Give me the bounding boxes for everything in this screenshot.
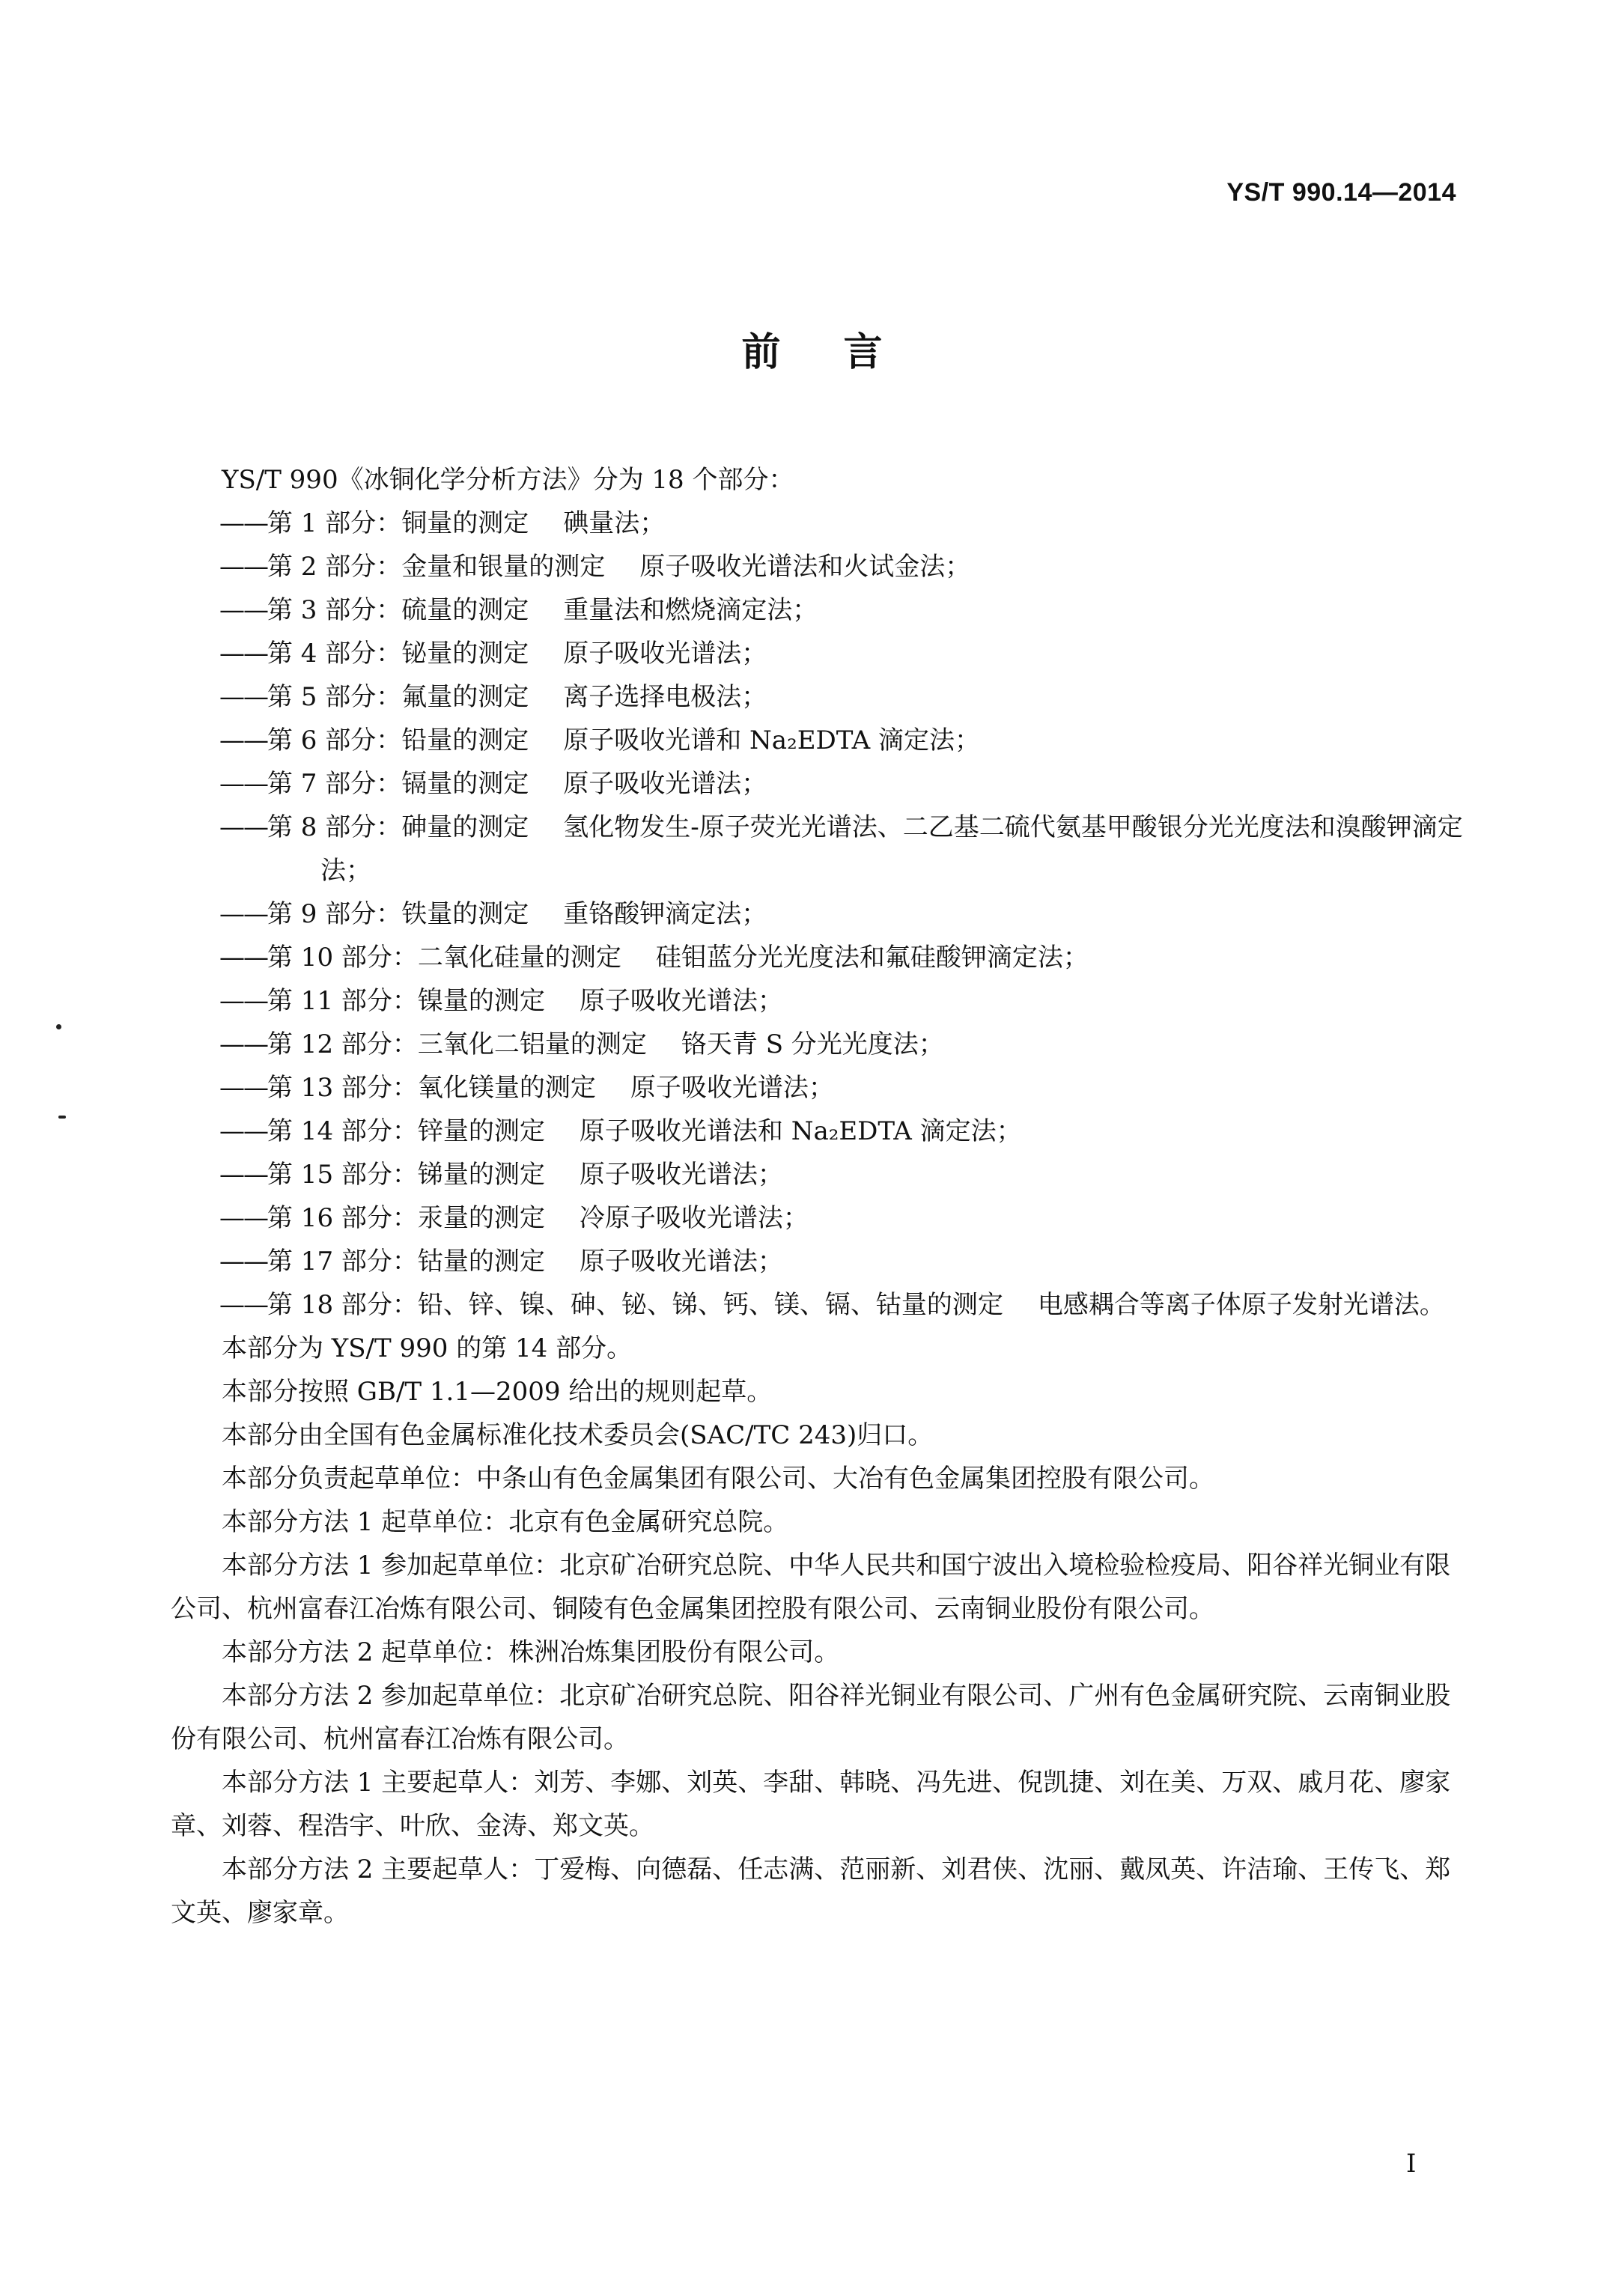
- list-item: ——第 3 部分：硫量的测定 重量法和燃烧滴定法；: [219, 595, 818, 625]
- paragraph: 本部分按照 GB/T 1.1—2009 给出的规则起草。: [222, 1377, 773, 1407]
- foreword-body: [171, 458, 1470, 1935]
- paragraph: 本部分方法 2 起草单位：株洲冶炼集团股份有限公司。: [222, 1637, 840, 1667]
- list-item: ——第 6 部分：铅量的测定 原子吸收光谱和 Na₂EDTA 滴定法；: [219, 725, 980, 755]
- paragraph: 本部分为 YS/T 990 的第 14 部分。: [222, 1333, 633, 1363]
- parts-list: [171, 502, 1470, 1327]
- paragraph: 本部分负责起草单位：中条山有色金属集团有限公司、大冶有色金属集团控股有限公司。: [222, 1464, 1214, 1494]
- paragraph: 本部分由全国有色金属标准化技术委员会(SAC/TC 243)归口。: [222, 1420, 934, 1450]
- scan-mark: [56, 1024, 61, 1029]
- list-item: ——第 8 部分：砷量的测定 氢化物发生-原子荧光光谱法、二乙基二硫代氨基甲酸银分光光度法和溴酸钾滴定法；: [219, 812, 1463, 886]
- list-item: ——第 18 部分：铅、锌、镍、砷、铋、锑、钙、镁、镉、钴量的测定 电感耦合等离子体原子发射光谱法。: [219, 1290, 1445, 1320]
- list-item: ——第 2 部分：金量和银量的测定 原子吸收光谱法和火试金法；: [219, 552, 971, 582]
- paragraph: 本部分方法 1 起草单位：北京有色金属研究总院。: [222, 1507, 789, 1537]
- page-number: I: [1406, 2149, 1417, 2179]
- list-item: ——第 12 部分：三氧化二铝量的测定 铬天青 S 分光光度法；: [219, 1029, 944, 1059]
- paragraph: 本部分方法 1 主要起草人：刘芳、李娜、刘英、李甜、韩晓、冯先进、倪凯捷、刘在美、万双、戚月花、廖家章、刘蓉、程浩宇、叶欣、金涛、郑文英。: [171, 1768, 1451, 1841]
- list-item: ——第 10 部分：二氧化硅量的测定 硅钼蓝分光光度法和氟硅酸钾滴定法；: [219, 943, 1089, 973]
- paragraph: 本部分方法 1 参加起草单位：北京矿冶研究总院、中华人民共和国宁波出入境检验检疫局、阳谷祥光铜业有限公司、杭州富春江冶炼有限公司、铜陵有色金属集团控股有限公司、云南铜业股份有限公司。: [171, 1551, 1451, 1624]
- list-item: ——第 9 部分：铁量的测定 重铬酸钾滴定法；: [219, 899, 767, 929]
- intro-paragraph: YS/T 990《冰铜化学分析方法》分为 18 个部分：: [222, 465, 794, 495]
- paragraph: 本部分方法 2 主要起草人：丁爱梅、向德磊、任志满、范丽新、刘君侠、沈丽、戴凤英、许洁瑜、王传飞、郑文英、廖家章。: [171, 1854, 1451, 1928]
- scan-mark: [58, 1116, 66, 1119]
- list-item: ——第 13 部分：氧化镁量的测定 原子吸收光谱法；: [219, 1073, 834, 1103]
- page-title: 前言: [741, 329, 946, 375]
- list-item: ——第 14 部分：锌量的测定 原子吸收光谱法和 Na₂EDTA 滴定法；: [219, 1116, 1022, 1146]
- list-item: ——第 4 部分：铋量的测定 原子吸收光谱法；: [219, 639, 767, 669]
- standard-code: YS/T 990.14—2014: [1226, 178, 1456, 207]
- list-item: ——第 11 部分：镍量的测定 原子吸收光谱法；: [219, 986, 783, 1016]
- list-item: ——第 1 部分：铜量的测定 碘量法；: [219, 508, 666, 538]
- list-item: ——第 17 部分：钴量的测定 原子吸收光谱法；: [219, 1247, 783, 1277]
- paragraph: 本部分方法 2 参加起草单位：北京矿冶研究总院、阳谷祥光铜业有限公司、广州有色金属研究院、云南铜业股份有限公司、杭州富春江冶炼有限公司。: [171, 1681, 1451, 1754]
- list-item: ——第 15 部分：锑量的测定 原子吸收光谱法；: [219, 1160, 783, 1190]
- list-item: ——第 5 部分：氟量的测定 离子选择电极法；: [219, 682, 767, 712]
- list-item: ——第 7 部分：镉量的测定 原子吸收光谱法；: [219, 769, 767, 799]
- list-item: ——第 16 部分：汞量的测定 冷原子吸收光谱法；: [219, 1203, 809, 1233]
